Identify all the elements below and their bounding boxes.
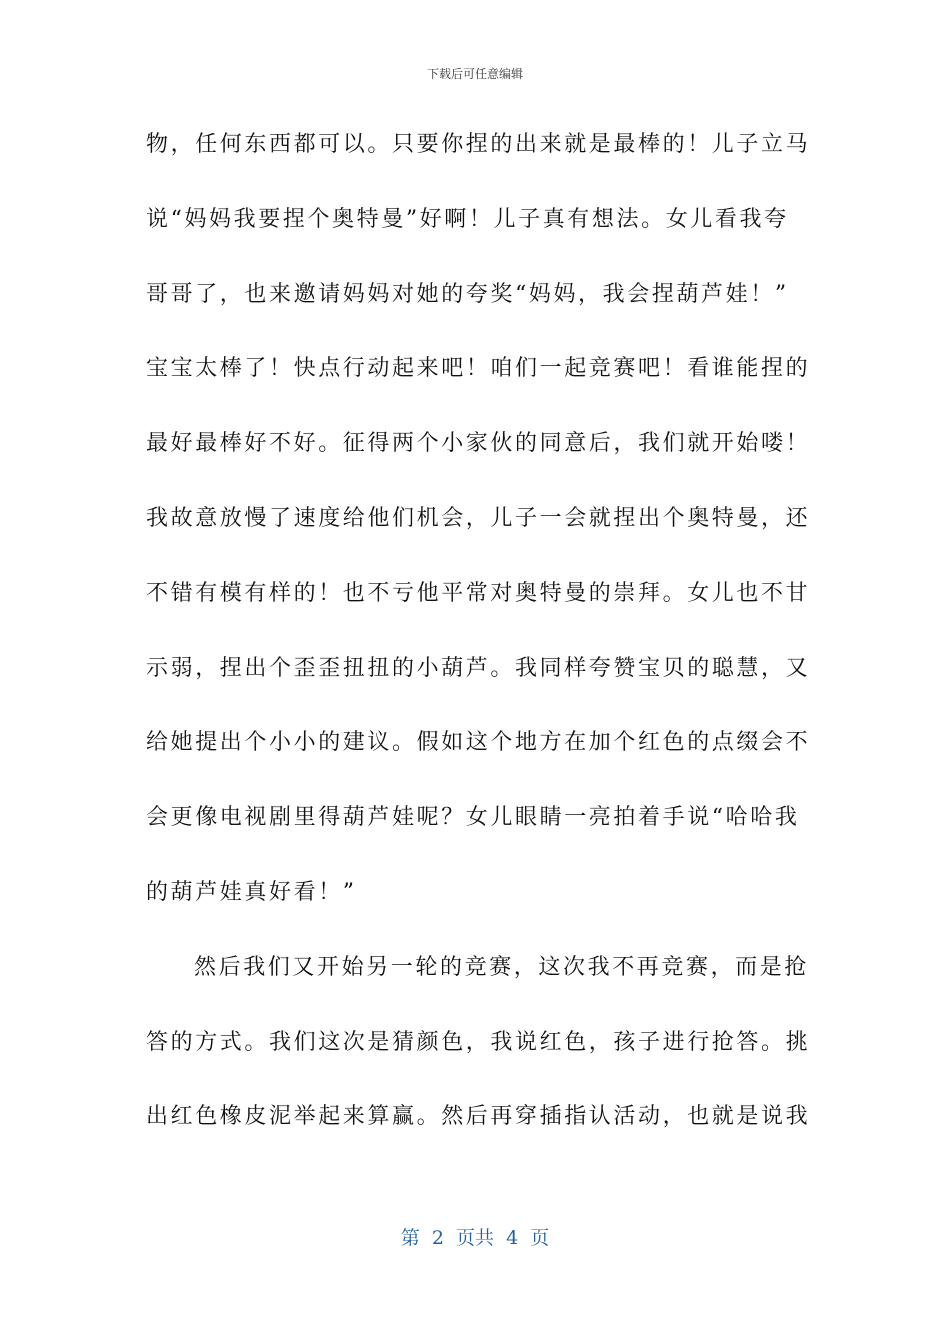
header-note: 下载后可任意编辑 bbox=[426, 67, 523, 81]
text-line: 最好最棒好不好。征得两个小家伙的同意后，我们就开始喽！ bbox=[146, 431, 811, 457]
body-text bbox=[146, 122, 811, 1169]
text-line: 不错有模有样的！也不亏他平常对奥特曼的崇拜。女儿也不甘 bbox=[146, 580, 811, 606]
text-line: 哥哥了，也来邀请妈妈对她的夸奖“妈妈，我会捏葫芦娃！” bbox=[146, 281, 789, 307]
text-line: 我故意放慢了速度给他们机会，儿子一会就捏出个奥特曼，还 bbox=[146, 505, 811, 531]
text-line: 物，任何东西都可以。只要你捏的出来就是最棒的！儿子立马 bbox=[146, 132, 811, 157]
text-line: 出红色橡皮泥举起来算赢。然后再穿插指认活动，也就是说我 bbox=[146, 1104, 811, 1130]
text-line: 给她提出个小小的建议。假如这个地方在加个红色的点缀会不 bbox=[146, 730, 811, 756]
text-line: 说“妈妈我要捏个奥特曼”好啊！儿子真有想法。女儿看我夸 bbox=[146, 206, 789, 232]
text-line: 的葫芦娃真好看！” bbox=[146, 879, 357, 905]
text-line: 会更像电视剧里得葫芦娃呢？女儿眼睛一亮拍着手说“哈哈我 bbox=[146, 805, 800, 831]
text-line-indented: 然后我们又开始另一轮的竞赛，这次我不再竞赛，而是抢 bbox=[194, 954, 810, 980]
text-line: 宝宝太棒了！快点行动起来吧！咱们一起竞赛吧！看谁能捏的 bbox=[146, 356, 811, 382]
page-footer: 第 2 页共 4 页 bbox=[400, 1227, 550, 1249]
text-line: 示弱，捏出个歪歪扭扭的小葫芦。我同样夸赞宝贝的聪慧，又 bbox=[146, 655, 811, 681]
text-line: 答的方式。我们这次是猜颜色，我说红色，孩子进行抢答。挑 bbox=[146, 1029, 811, 1055]
